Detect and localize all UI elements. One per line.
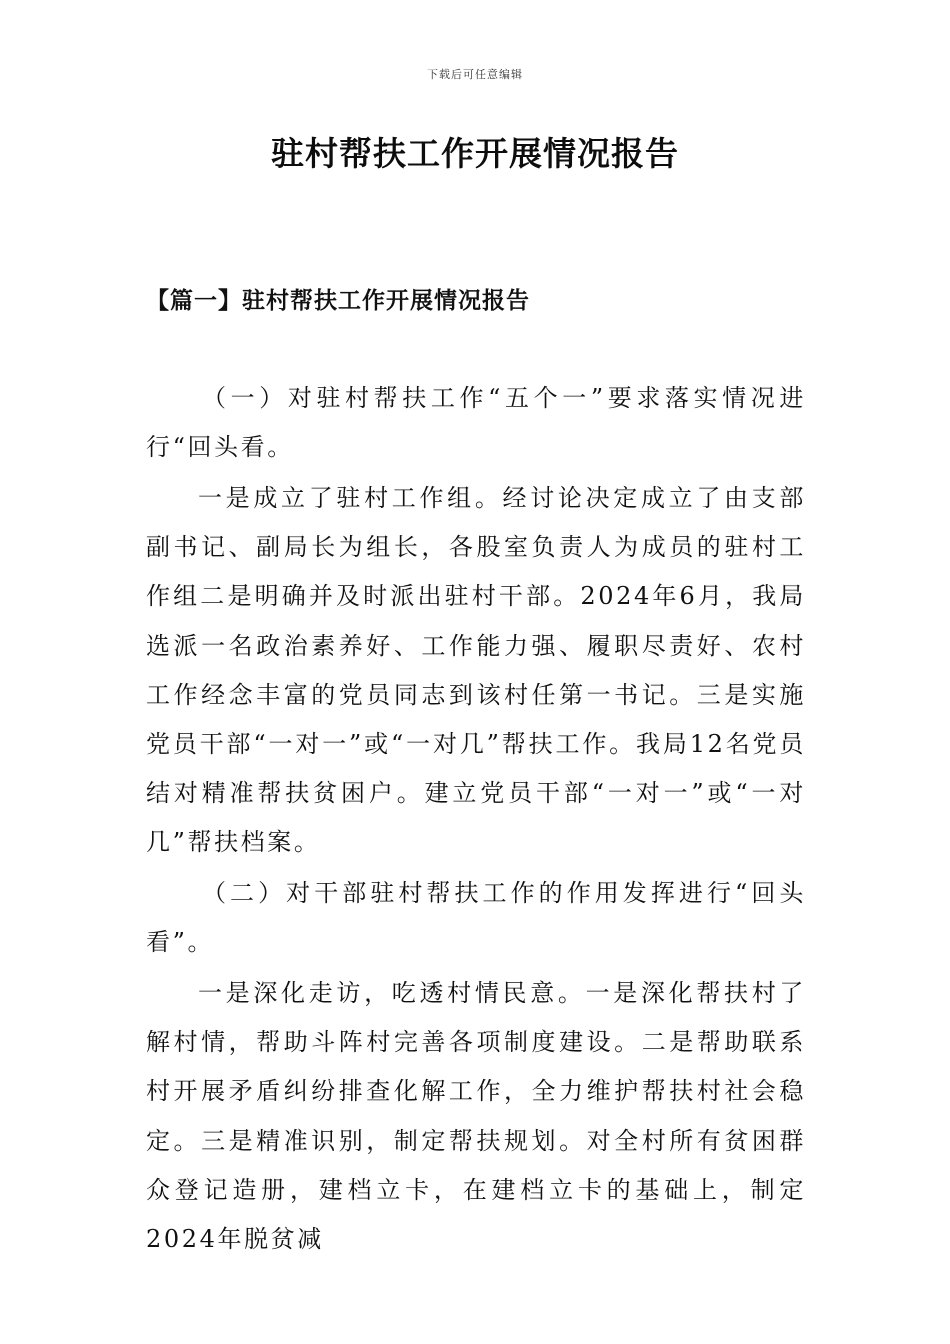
paragraph-4: 一是深化走访，吃透村情民意。一是深化帮扶村了解村情，帮助斗阵村完善各项制度建设。二是帮助联系村开展矛盾纠纷排查化解工作，全力维护帮扶村社会稳定。三是精准识别，制定帮扶规划。对全村所有贫困群众登记造册，建档立卡，在建档立卡的基础上，制定2024年脱贫减 xyxy=(146,979,806,1254)
paragraph-2: 一是成立了驻村工作组。经讨论决定成立了由支部副书记、副局长为组长，各股室负责人为成员的驻村工作组二是明确并及时派出驻村干部。2024年6月，我局选派一名政治素养好、工作能力强、履职尽责好、农村工作经念丰富的党员同志到该村任第一书记。三是实施党员干部“一对一”或“一对几”帮扶工作。我局12名党员结对精准帮扶贫困户。建立党员干部“一对一”或“一对几”帮扶档案。 xyxy=(146,484,806,857)
paragraph-3: （二）对干部驻村帮扶工作的作用发挥进行“回头看”。 xyxy=(146,879,806,957)
paragraph-1: （一）对驻村帮扶工作“五个一”要求落实情况进行“回头看。 xyxy=(146,384,806,462)
document-title: 驻村帮扶工作开展情况报告 xyxy=(271,134,679,173)
header-note: 下载后可任意编辑 xyxy=(427,68,523,81)
section-heading: 【篇一】驻村帮扶工作开展情况报告 xyxy=(146,288,530,314)
